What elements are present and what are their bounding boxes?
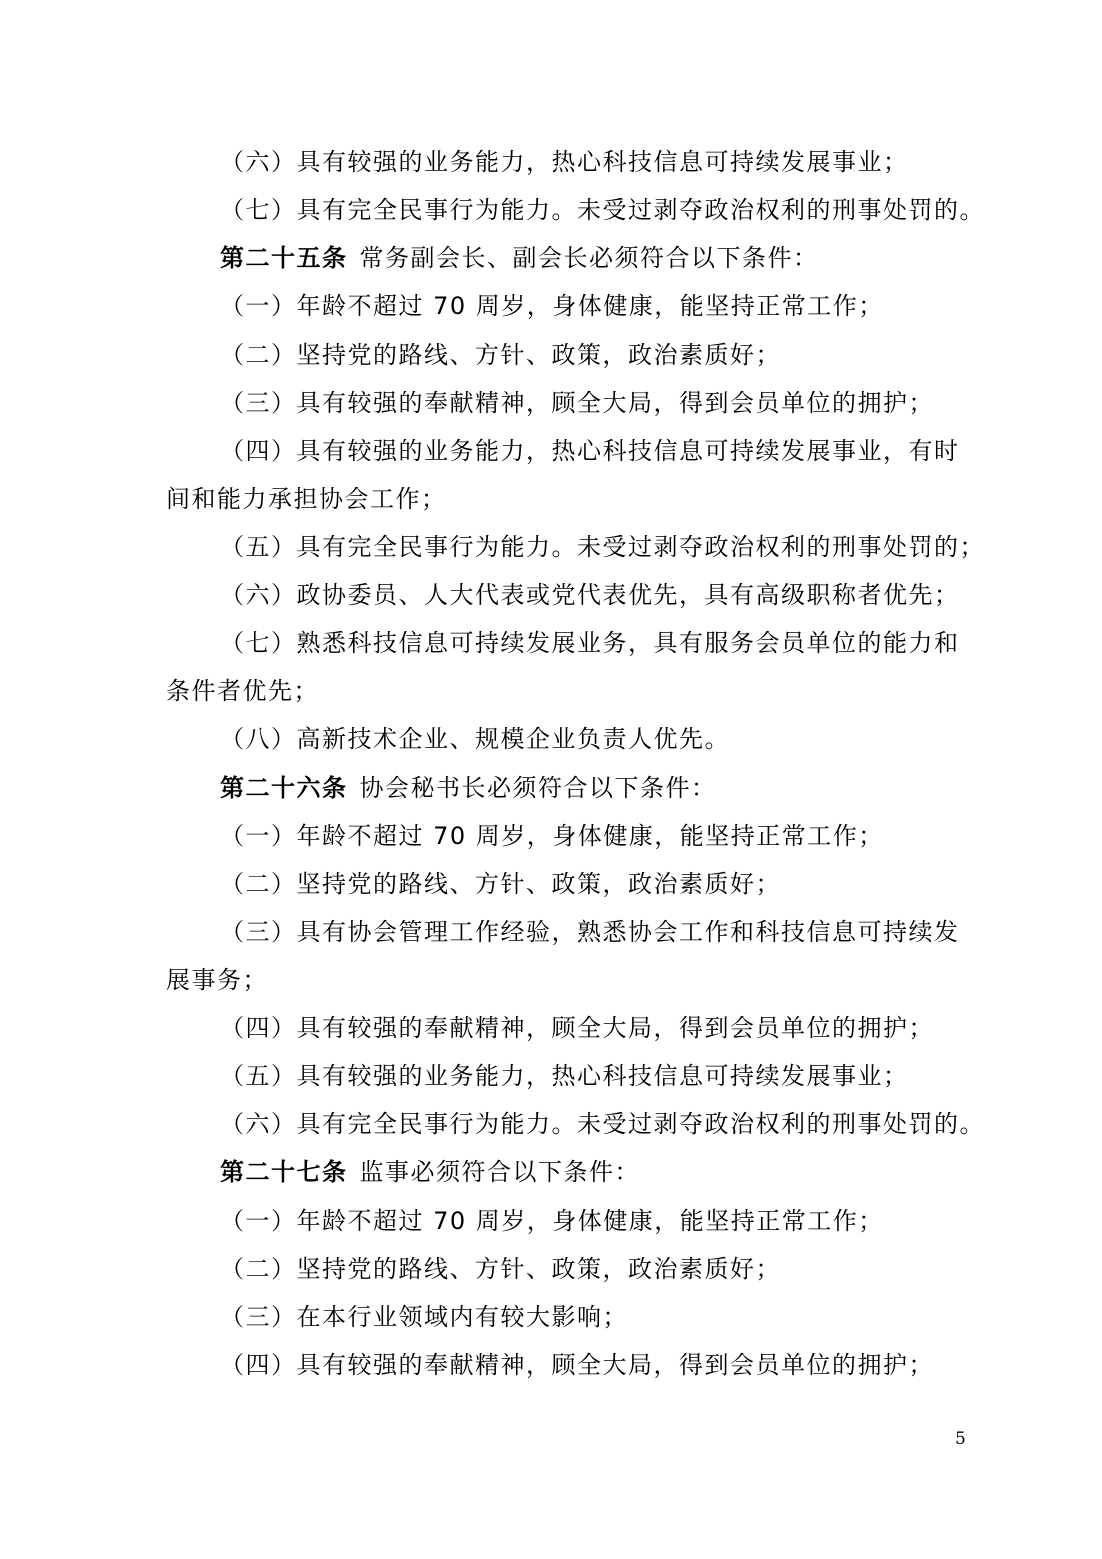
list-item: （一）年龄不超过 70 周岁，身体健康，能坚持正常工作； bbox=[220, 1207, 884, 1235]
list-item: （四）具有较强的业务能力，热心科技信息可持续发展事业，有时 bbox=[220, 437, 960, 465]
list-item: （五）具有完全民事行为能力。未受过剥夺政治权利的刑事处罚的； bbox=[220, 533, 985, 561]
article-number: 第二十五条 bbox=[220, 244, 348, 272]
list-item: （四）具有较强的奉献精神，顾全大局，得到会员单位的拥护； bbox=[220, 1014, 934, 1042]
list-item: （七）熟悉科技信息可持续发展业务，具有服务会员单位的能力和 bbox=[220, 629, 960, 657]
list-item-continuation: 间和能力承担协会工作； bbox=[166, 485, 447, 513]
list-item: （五）具有较强的业务能力，热心科技信息可持续发展事业； bbox=[220, 1062, 909, 1090]
article-heading: 第二十七条 监事必须符合以下条件： bbox=[220, 1158, 640, 1186]
list-item: （一）年龄不超过 70 周岁，身体健康，能坚持正常工作； bbox=[220, 292, 884, 320]
list-item: （二）坚持党的路线、方针、政策，政治素质好； bbox=[220, 870, 781, 898]
list-item: （八）高新技术企业、规模企业负责人优先。 bbox=[220, 725, 730, 753]
article-number: 第二十七条 bbox=[220, 1158, 348, 1186]
article-heading: 第二十五条 常务副会长、副会长必须符合以下条件： bbox=[220, 244, 819, 272]
page-number: 5 bbox=[955, 1429, 966, 1449]
list-item: （三）具有协会管理工作经验，熟悉协会工作和科技信息可持续发 bbox=[220, 918, 960, 946]
article-number: 第二十六条 bbox=[220, 774, 348, 802]
article-heading: 第二十六条 协会秘书长必须符合以下条件： bbox=[220, 774, 717, 802]
list-item: （二）坚持党的路线、方针、政策，政治素质好； bbox=[220, 341, 781, 369]
list-item: （三）在本行业领域内有较大影响； bbox=[220, 1303, 628, 1331]
list-item: （六）政协委员、人大代表或党代表优先，具有高级职称者优先； bbox=[220, 581, 960, 609]
list-item: （二）坚持党的路线、方针、政策，政治素质好； bbox=[220, 1255, 781, 1283]
list-item-continuation: 条件者优先； bbox=[166, 677, 319, 705]
list-item: （三）具有较强的奉献精神，顾全大局，得到会员单位的拥护； bbox=[220, 389, 934, 417]
list-item: （四）具有较强的奉献精神，顾全大局，得到会员单位的拥护； bbox=[220, 1351, 934, 1379]
list-item: （一）年龄不超过 70 周岁，身体健康，能坚持正常工作； bbox=[220, 822, 884, 850]
list-item-continuation: 展事务； bbox=[166, 966, 268, 994]
list-item: （七）具有完全民事行为能力。未受过剥夺政治权利的刑事处罚的。 bbox=[220, 196, 985, 224]
list-item: （六）具有完全民事行为能力。未受过剥夺政治权利的刑事处罚的。 bbox=[220, 1110, 985, 1138]
list-item: （六）具有较强的业务能力，热心科技信息可持续发展事业； bbox=[220, 148, 909, 176]
